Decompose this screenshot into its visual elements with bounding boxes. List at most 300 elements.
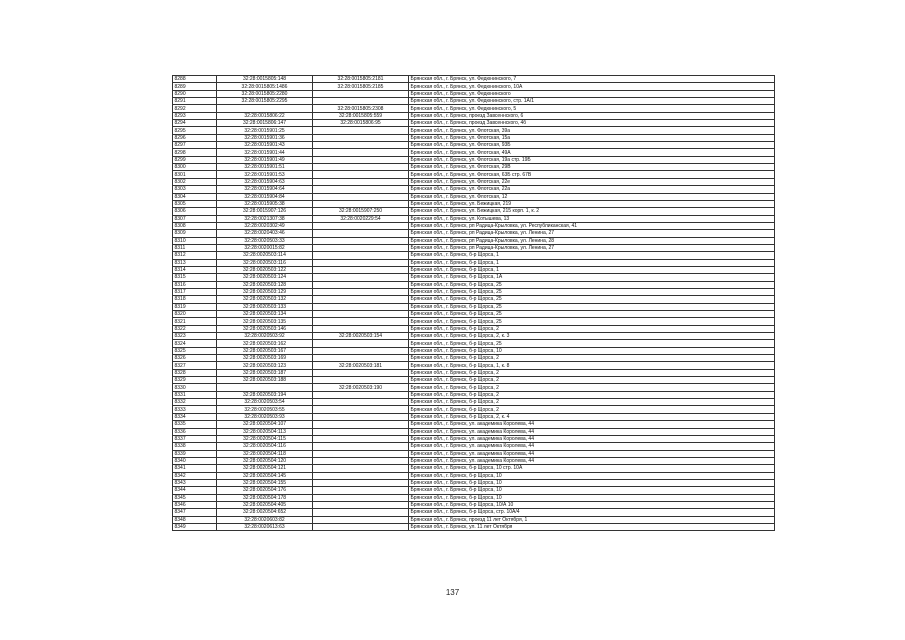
cadastral-number: 32:28:0015901:49 [217, 156, 313, 163]
linked-cadastral-number [313, 296, 409, 303]
linked-cadastral-number [313, 465, 409, 472]
address-cell: Брянская обл., г. Брянск, б-р Щорса, 1А [409, 274, 775, 281]
table-row [173, 230, 775, 237]
cadastral-number: 32:28:0020503:122 [217, 266, 313, 273]
table-row [173, 142, 775, 149]
linked-cadastral-number [313, 98, 409, 105]
table-row [173, 237, 775, 244]
table-row [173, 369, 775, 376]
address-cell: Брянская обл., г. Брянск, б-р Щорса, 10 стр. 10А [409, 465, 775, 472]
row-number: 8299 [173, 156, 217, 163]
cadastral-table-body [173, 76, 775, 531]
row-number: 8320 [173, 311, 217, 318]
address-cell: Брянская обл., г. Брянск, б-р Щорса, 10 [409, 494, 775, 501]
table-row [173, 215, 775, 222]
cadastral-number: 32:28:0015805:2295 [217, 98, 313, 105]
row-number: 8322 [173, 325, 217, 332]
address-cell: Брянская обл., г. Брянск, ул. Флотская, 19а стр. 19Б [409, 156, 775, 163]
table-row [173, 134, 775, 141]
address-cell: Брянская обл., г. Брянск, б-р Щорса, 2 [409, 355, 775, 362]
row-number: 8291 [173, 98, 217, 105]
table-row [173, 494, 775, 501]
address-cell: Брянская обл., г. Брянск, б-р Щорса, 2 [409, 369, 775, 376]
row-number: 8289 [173, 83, 217, 90]
linked-cadastral-number [313, 325, 409, 332]
row-number: 8290 [173, 90, 217, 97]
linked-cadastral-number [313, 303, 409, 310]
row-number: 8302 [173, 178, 217, 185]
linked-cadastral-number [313, 318, 409, 325]
table-row [173, 406, 775, 413]
address-cell: Брянская обл., г. Брянск, ул. академика Королева, 44 [409, 428, 775, 435]
row-number: 8307 [173, 215, 217, 222]
table-row [173, 428, 775, 435]
table-row [173, 296, 775, 303]
table-row [173, 391, 775, 398]
cadastral-number: 32:28:0020504:145 [217, 472, 313, 479]
table-row [173, 443, 775, 450]
cadastral-number: 32:28:0020503:129 [217, 288, 313, 295]
cadastral-number: 32:28:0020603:82 [217, 516, 313, 523]
cadastral-number: 32:28:0015901:44 [217, 149, 313, 156]
table-row [173, 120, 775, 127]
address-cell: Брянская обл., г. Брянск, б-р Щорса, 1, к. 8 [409, 362, 775, 369]
linked-cadastral-number [313, 450, 409, 457]
row-number: 8337 [173, 435, 217, 442]
row-number: 8305 [173, 200, 217, 207]
row-number: 8327 [173, 362, 217, 369]
table-row [173, 311, 775, 318]
address-cell: Брянская обл., г. Брянск, ул. академика Королева, 44 [409, 421, 775, 428]
cadastral-number: 32:28:0015805:148 [217, 76, 313, 83]
page-number: 137 [445, 588, 460, 597]
table-row [173, 244, 775, 251]
row-number: 8316 [173, 281, 217, 288]
table-row [173, 259, 775, 266]
row-number: 8339 [173, 450, 217, 457]
table-row [173, 435, 775, 442]
linked-cadastral-number: 32:28:0020229:54 [313, 215, 409, 222]
linked-cadastral-number [313, 428, 409, 435]
table-row [173, 479, 775, 486]
address-cell: Брянская обл., г. Брянск, б-р Щорса, 10/А 10 [409, 501, 775, 508]
cadastral-number: 32:28:0020503:132 [217, 296, 313, 303]
address-cell: Брянская обл., г. Брянск, б-р Щорса, 2, к. 3 [409, 333, 775, 340]
address-cell: Брянская обл., г. Брянск, ул. Котышева, 13 [409, 215, 775, 222]
address-cell: Брянская обл., г. Брянск, б-р Щорса, 2 [409, 325, 775, 332]
row-number: 8300 [173, 164, 217, 171]
cadastral-number: 32:28:0020503:194 [217, 391, 313, 398]
row-number: 8295 [173, 127, 217, 134]
row-number: 8313 [173, 259, 217, 266]
cadastral-number: 32:28:0020503:123 [217, 362, 313, 369]
linked-cadastral-number [313, 164, 409, 171]
cadastral-number: 32:28:0020503:124 [217, 274, 313, 281]
row-number: 8311 [173, 244, 217, 251]
row-number: 8331 [173, 391, 217, 398]
row-number: 8336 [173, 428, 217, 435]
linked-cadastral-number [313, 237, 409, 244]
row-number: 8344 [173, 487, 217, 494]
table-row [173, 200, 775, 207]
address-cell: Брянская обл., г. Брянск, ул. Федюнинского, стр. 1А/1 [409, 98, 775, 105]
table-row [173, 399, 775, 406]
cadastral-number: 32:28:0015904:64 [217, 186, 313, 193]
address-cell: Брянская обл., г. Брянск, б-р Щорса, 10 [409, 487, 775, 494]
cadastral-number: 32:28:0020403:46 [217, 230, 313, 237]
address-cell: Брянская обл., г. Брянск, проезд Завсеннского, 6 [409, 112, 775, 119]
linked-cadastral-number [313, 274, 409, 281]
cadastral-number: 32:28:0015907:126 [217, 208, 313, 215]
table-row [173, 127, 775, 134]
cadastral-number: 32:28:0015806:22 [217, 112, 313, 119]
address-cell: Брянская обл., г. Брянск, б-р Щорса, 2 [409, 384, 775, 391]
linked-cadastral-number: 32:28:0015806:95 [313, 120, 409, 127]
cadastral-number: 32:28:0020504:652 [217, 509, 313, 516]
linked-cadastral-number [313, 230, 409, 237]
cadastral-number: 32:28:0020503:55 [217, 406, 313, 413]
table-row [173, 222, 775, 229]
cadastral-number: 32:28:0020613:63 [217, 523, 313, 530]
table-row [173, 208, 775, 215]
row-number: 8321 [173, 318, 217, 325]
table-row [173, 325, 775, 332]
table-row [173, 98, 775, 105]
address-cell: Брянская обл., г. Брянск, ул. Флотская, 15а [409, 134, 775, 141]
row-number: 8346 [173, 501, 217, 508]
row-number: 8318 [173, 296, 217, 303]
linked-cadastral-number [313, 288, 409, 295]
table-row [173, 465, 775, 472]
linked-cadastral-number [313, 127, 409, 134]
table-row [173, 83, 775, 90]
address-cell: Брянская обл., г. Брянск, проезд 11 лет Октября, 1 [409, 516, 775, 523]
linked-cadastral-number [313, 178, 409, 185]
cadastral-number: 32:28:0015901:53 [217, 171, 313, 178]
row-number: 8319 [173, 303, 217, 310]
address-cell: Брянская обл., г. Брянск, б-р Щорса, 1 [409, 259, 775, 266]
linked-cadastral-number [313, 90, 409, 97]
row-number: 8312 [173, 252, 217, 259]
cadastral-number: 32:28:0020503:134 [217, 311, 313, 318]
cadastral-number: 32:28:0015901:43 [217, 142, 313, 149]
cadastral-number: 32:28:0020503:188 [217, 377, 313, 384]
row-number: 8315 [173, 274, 217, 281]
cadastral-number: 32:28:0015904:63 [217, 178, 313, 185]
cadastral-number: 32:28:0020504:118 [217, 450, 313, 457]
linked-cadastral-number: 32:28:0015805:2308 [313, 105, 409, 112]
table-row [173, 487, 775, 494]
linked-cadastral-number [313, 487, 409, 494]
address-cell: Брянская обл., г. Брянск, б-р Щорса, 25 [409, 340, 775, 347]
linked-cadastral-number: 32:28:0015805:2181 [313, 76, 409, 83]
address-cell: Брянская обл., г. Брянск, б-р Щорса, 2 [409, 406, 775, 413]
table-row [173, 303, 775, 310]
row-number: 8342 [173, 472, 217, 479]
cadastral-number: 32:28:0020503:167 [217, 347, 313, 354]
cadastral-number: 32:28:0015901:51 [217, 164, 313, 171]
linked-cadastral-number [313, 509, 409, 516]
address-cell: Брянская обл., г. Брянск, б-р Щорса, 25 [409, 281, 775, 288]
table-row [173, 472, 775, 479]
address-cell: Брянская обл., г. Брянск, ул. Флотская, 22е [409, 178, 775, 185]
row-number: 8334 [173, 413, 217, 420]
address-cell: Брянская обл., г. Брянск, ул. Федюнинского [409, 90, 775, 97]
linked-cadastral-number [313, 377, 409, 384]
row-number: 8326 [173, 355, 217, 362]
address-cell: Брянская обл., г. Брянск, б-р Щорса, стр. 10А/4 [409, 509, 775, 516]
address-cell: Брянская обл., г. Брянск, б-р Щорса, 1 [409, 266, 775, 273]
table-row [173, 171, 775, 178]
address-cell: Брянская обл., г. Брянск, б-р Щорса, 25 [409, 318, 775, 325]
cadastral-number: 32:28:0015806:147 [217, 120, 313, 127]
table-row [173, 156, 775, 163]
address-cell: Брянская обл., г. Брянск, ул. Флотская, 93Б [409, 142, 775, 149]
row-number: 8347 [173, 509, 217, 516]
cadastral-number: 32:28:0015905:38 [217, 200, 313, 207]
address-cell: Брянская обл., г. Брянск, рп Радица-Крыловка, ул. Республиканская, 41 [409, 222, 775, 229]
linked-cadastral-number [313, 281, 409, 288]
linked-cadastral-number [313, 494, 409, 501]
table-row [173, 178, 775, 185]
table-row [173, 523, 775, 530]
linked-cadastral-number [313, 259, 409, 266]
row-number: 8297 [173, 142, 217, 149]
table-row [173, 516, 775, 523]
cadastral-number: 32:28:0020503:33 [217, 237, 313, 244]
linked-cadastral-number: 32:28:0015907:250 [313, 208, 409, 215]
row-number: 8309 [173, 230, 217, 237]
address-cell: Брянская обл., г. Брянск, ул. Флотская, 22а [409, 186, 775, 193]
linked-cadastral-number [313, 142, 409, 149]
linked-cadastral-number [313, 149, 409, 156]
row-number: 8306 [173, 208, 217, 215]
address-cell: Брянская обл., г. Брянск, ул. Бежицкая, 219 [409, 200, 775, 207]
table-row [173, 413, 775, 420]
row-number: 8340 [173, 457, 217, 464]
cadastral-number: 32:28:0020503:92 [217, 333, 313, 340]
linked-cadastral-number [313, 252, 409, 259]
cadastral-number: 32:28:0020504:120 [217, 457, 313, 464]
linked-cadastral-number [313, 355, 409, 362]
linked-cadastral-number [313, 406, 409, 413]
cadastral-number: 32:28:0020504:113 [217, 428, 313, 435]
table-row [173, 252, 775, 259]
address-cell: Брянская обл., г. Брянск, б-р Щорса, 10 [409, 472, 775, 479]
table-row [173, 112, 775, 119]
cadastral-number [217, 384, 313, 391]
address-cell: Брянская обл., г. Брянск, рп Радица-Крыловка, ул. Ленина, 28 [409, 237, 775, 244]
cadastral-number: 32:28:0020504:107 [217, 421, 313, 428]
cadastral-number: 32:28:0020503:146 [217, 325, 313, 332]
cadastral-number: 32:28:0015904:84 [217, 193, 313, 200]
linked-cadastral-number [313, 156, 409, 163]
row-number: 8330 [173, 384, 217, 391]
address-cell: Брянская обл., г. Брянск, рп Радица-Крыловка, ул. Ленина, 27 [409, 244, 775, 251]
row-number: 8328 [173, 369, 217, 376]
address-cell: Брянская обл., г. Брянск, проезд Завсеннского, 4б [409, 120, 775, 127]
table-row [173, 421, 775, 428]
table-row [173, 318, 775, 325]
table-row [173, 274, 775, 281]
linked-cadastral-number [313, 193, 409, 200]
row-number: 8310 [173, 237, 217, 244]
linked-cadastral-number: 32:28:0020503:190 [313, 384, 409, 391]
address-cell: Брянская обл., г. Брянск, б-р Щорса, 2 [409, 391, 775, 398]
cadastral-number: 32:28:0020302:49 [217, 222, 313, 229]
address-cell: Брянская обл., г. Брянск, б-р Щорса, 25 [409, 296, 775, 303]
row-number: 8324 [173, 340, 217, 347]
linked-cadastral-number [313, 472, 409, 479]
table-row [173, 149, 775, 156]
linked-cadastral-number: 32:28:0015805:559 [313, 112, 409, 119]
address-cell: Брянская обл., г. Брянск, ул. академика Королева, 44 [409, 435, 775, 442]
table-row [173, 193, 775, 200]
row-number: 8333 [173, 406, 217, 413]
row-number: 8292 [173, 105, 217, 112]
cadastral-number: 32:28:0020503:135 [217, 318, 313, 325]
address-cell: Брянская обл., г. Брянск, ул. Флотская, 12 [409, 193, 775, 200]
table-row [173, 333, 775, 340]
address-cell: Брянская обл., г. Брянск, ул. Флотская, 39а [409, 127, 775, 134]
linked-cadastral-number: 32:28:0020503:154 [313, 333, 409, 340]
table-row [173, 288, 775, 295]
row-number: 8323 [173, 333, 217, 340]
cadastral-number [217, 105, 313, 112]
row-number: 8345 [173, 494, 217, 501]
cadastral-number: 32:28:0020503:116 [217, 259, 313, 266]
address-cell: Брянская обл., г. Брянск, ул. Флотская, 49А [409, 149, 775, 156]
cadastral-number: 32:28:0020503:128 [217, 281, 313, 288]
row-number: 8343 [173, 479, 217, 486]
row-number: 8349 [173, 523, 217, 530]
linked-cadastral-number: 32:28:0020503:181 [313, 362, 409, 369]
row-number: 8314 [173, 266, 217, 273]
linked-cadastral-number [313, 399, 409, 406]
linked-cadastral-number [313, 200, 409, 207]
linked-cadastral-number [313, 501, 409, 508]
cadastral-number: 32:28:0020503:169 [217, 355, 313, 362]
cadastral-number: 32:28:0020504:178 [217, 494, 313, 501]
address-cell: Брянская обл., г. Брянск, б-р Щорса, 2 [409, 377, 775, 384]
linked-cadastral-number [313, 186, 409, 193]
row-number: 8288 [173, 76, 217, 83]
row-number: 8296 [173, 134, 217, 141]
cadastral-number: 32:28:0020503:114 [217, 252, 313, 259]
table-row [173, 76, 775, 83]
table-row [173, 347, 775, 354]
table-row [173, 457, 775, 464]
address-cell: Брянская обл., г. Брянск, ул. 11 лет Октября [409, 523, 775, 530]
cadastral-number: 32:28:0020504:121 [217, 465, 313, 472]
cadastral-number: 32:28:0015901:36 [217, 134, 313, 141]
table-row [173, 164, 775, 171]
row-number: 8304 [173, 193, 217, 200]
address-cell: Брянская обл., г. Брянск, ул. Федюнинского, 5 [409, 105, 775, 112]
linked-cadastral-number [313, 443, 409, 450]
linked-cadastral-number [313, 421, 409, 428]
linked-cadastral-number [313, 457, 409, 464]
address-cell: Брянская обл., г. Брянск, б-р Щорса, 2, к. 4 [409, 413, 775, 420]
address-cell: Брянская обл., г. Брянск, ул. академика Королева, 44 [409, 443, 775, 450]
linked-cadastral-number [313, 479, 409, 486]
address-cell: Брянская обл., г. Брянск, ул. академика Королева, 44 [409, 450, 775, 457]
table-row [173, 501, 775, 508]
address-cell: Брянская обл., г. Брянск, ул. Флотская, 29В [409, 164, 775, 171]
cadastral-number: 32:28:0020503:162 [217, 340, 313, 347]
address-cell: Брянская обл., г. Брянск, б-р Щорса, 10 [409, 347, 775, 354]
table-row [173, 509, 775, 516]
linked-cadastral-number [313, 347, 409, 354]
address-cell: Брянская обл., г. Брянск, б-р Щорса, 10 [409, 479, 775, 486]
linked-cadastral-number [313, 171, 409, 178]
cadastral-number: 32:28:0015805:1486 [217, 83, 313, 90]
row-number: 8341 [173, 465, 217, 472]
row-number: 8332 [173, 399, 217, 406]
table-row [173, 186, 775, 193]
row-number: 8348 [173, 516, 217, 523]
linked-cadastral-number [313, 134, 409, 141]
linked-cadastral-number [313, 516, 409, 523]
address-cell: Брянская обл., г. Брянск, рп Радица-Крыловка, ул. Ленина, 27 [409, 230, 775, 237]
linked-cadastral-number [313, 391, 409, 398]
table-row [173, 384, 775, 391]
linked-cadastral-number [313, 523, 409, 530]
cadastral-number: 32:28:0015901:25 [217, 127, 313, 134]
cadastral-number: 32:28:0020503:54 [217, 399, 313, 406]
cadastral-number: 32:28:0020503:93 [217, 413, 313, 420]
address-cell: Брянская обл., г. Брянск, ул. Федюнинского, 10А [409, 83, 775, 90]
table-row [173, 377, 775, 384]
address-cell: Брянская обл., г. Брянск, б-р Щорса, 25 [409, 288, 775, 295]
table-row [173, 90, 775, 97]
row-number: 8325 [173, 347, 217, 354]
row-number: 8294 [173, 120, 217, 127]
cadastral-number: 32:28:0015805:2280 [217, 90, 313, 97]
address-cell: Брянская обл., г. Брянск, б-р Щорса, 25 [409, 303, 775, 310]
table-row [173, 340, 775, 347]
linked-cadastral-number [313, 435, 409, 442]
table-row [173, 355, 775, 362]
linked-cadastral-number [313, 222, 409, 229]
address-cell: Брянская обл., г. Брянск, ул. академика Королева, 44 [409, 457, 775, 464]
address-cell: Брянская обл., г. Брянск, б-р Щорса, 25 [409, 311, 775, 318]
row-number: 8335 [173, 421, 217, 428]
linked-cadastral-number [313, 340, 409, 347]
table-row [173, 266, 775, 273]
row-number: 8293 [173, 112, 217, 119]
table-row [173, 281, 775, 288]
linked-cadastral-number [313, 244, 409, 251]
row-number: 8338 [173, 443, 217, 450]
cadastral-number: 32:28:0020504:405 [217, 501, 313, 508]
address-cell: Брянская обл., г. Брянск, б-р Щорса, 1 [409, 252, 775, 259]
linked-cadastral-number [313, 413, 409, 420]
linked-cadastral-number: 32:28:0015805:2185 [313, 83, 409, 90]
linked-cadastral-number [313, 266, 409, 273]
address-cell: Брянская обл., г. Брянск, ул. Бежицкая, 215 корп. 1, к. 2 [409, 208, 775, 215]
row-number: 8329 [173, 377, 217, 384]
linked-cadastral-number [313, 311, 409, 318]
row-number: 8301 [173, 171, 217, 178]
table-row [173, 450, 775, 457]
address-cell: Брянская обл., г. Брянск, ул. Федюнинского, 7 [409, 76, 775, 83]
cadastral-table [172, 75, 775, 531]
table-row [173, 105, 775, 112]
table-row [173, 362, 775, 369]
row-number: 8317 [173, 288, 217, 295]
cadastral-number: 32:28:0020503:133 [217, 303, 313, 310]
